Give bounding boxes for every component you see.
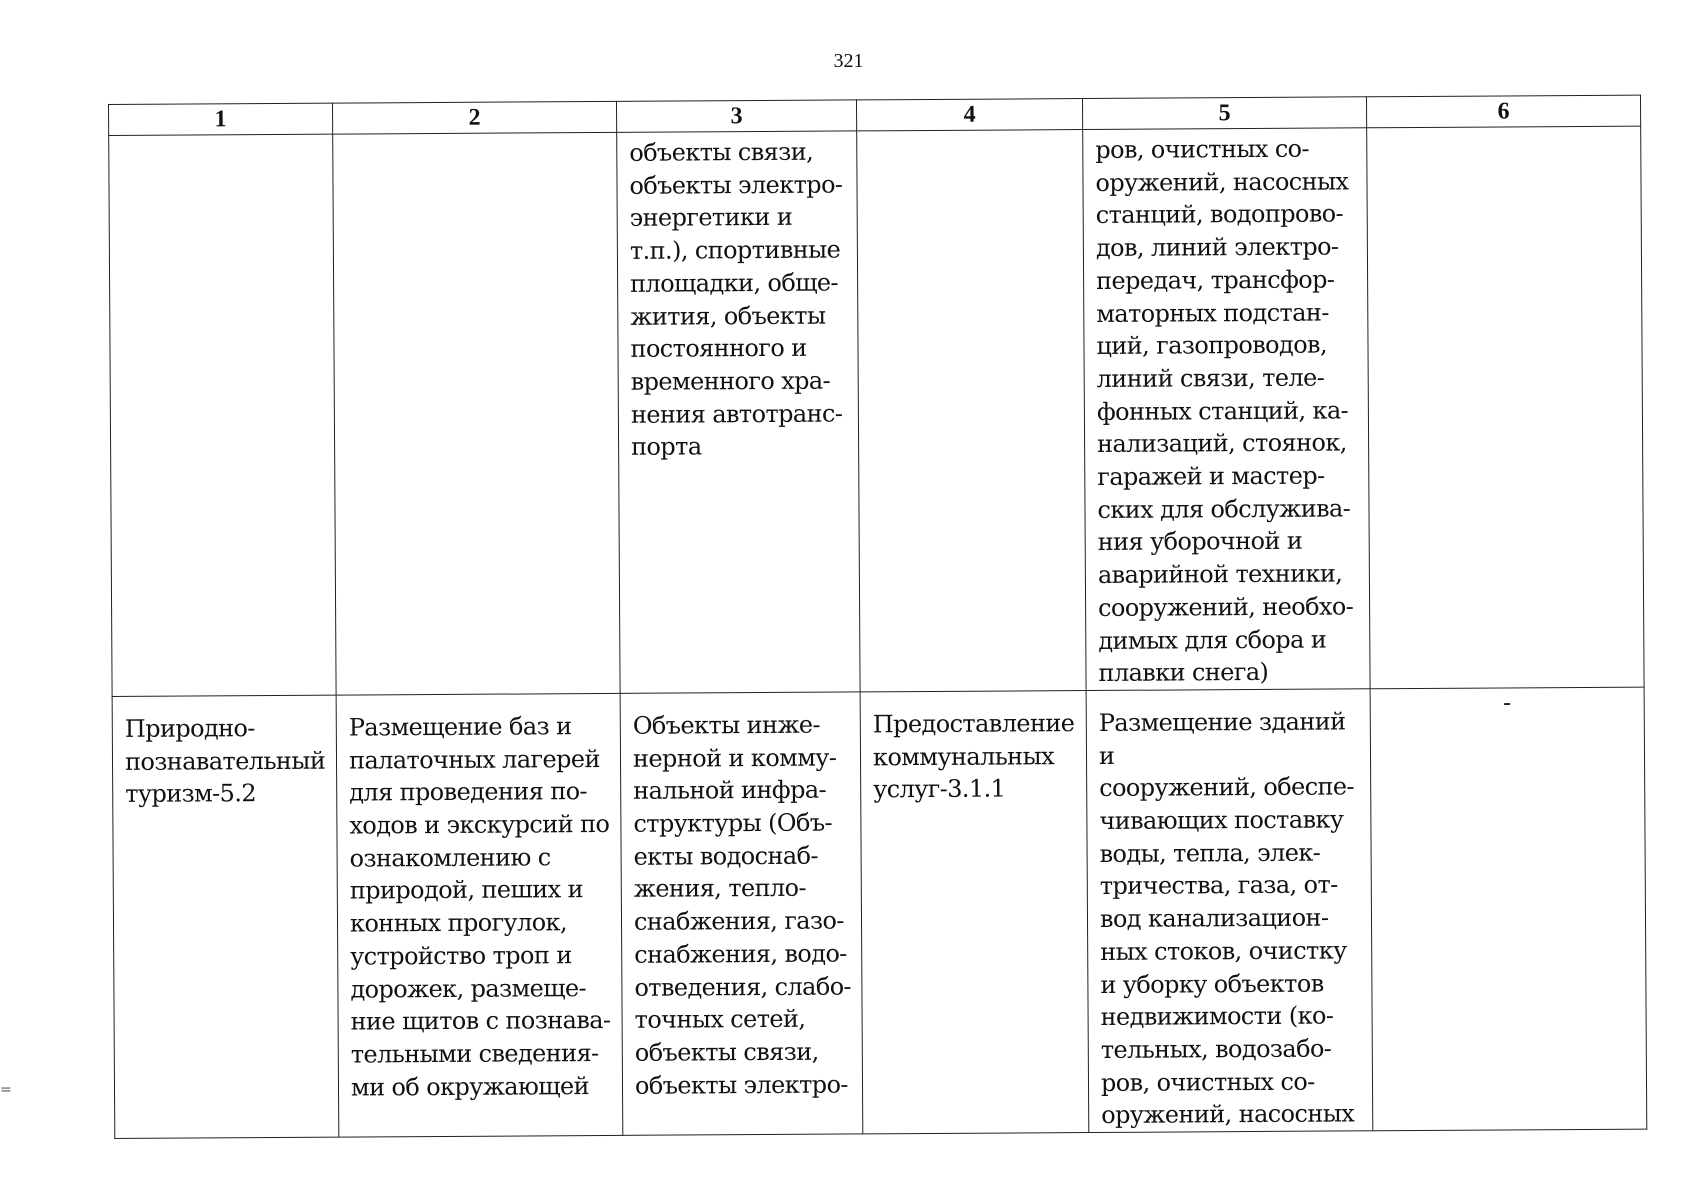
cell-text: Предоставление коммунальных услуг-3.1.1 (872, 709, 1075, 804)
table-cell (617, 131, 860, 693)
column-header-5: 5 (1082, 97, 1366, 130)
margin-mark: = (0, 1082, 12, 1098)
cell-text: Объекты инже- нерной и комму- нальной инфра- структуры (Объ- екты водоснаб- жения, тепло- снабжения, газо- снабжения, водо- отведения, слабо- точных сетей, объекты связи, объекты электро- (632, 710, 852, 1100)
table-cell (1086, 689, 1373, 1133)
table-cell (857, 130, 1086, 692)
table-row (112, 687, 1647, 1138)
cell-text: объекты связи, объекты электро- энергетики и т.п.), спортивные площадки, обще- жития, объекты постоянного и временного хра- нения автотранс- порта (629, 137, 843, 462)
column-header-1: 1 (109, 103, 333, 135)
cell-text (857, 130, 1082, 135)
table-cell (1370, 687, 1647, 1131)
dash-mark: - (1503, 688, 1512, 717)
table-cell (1083, 128, 1370, 691)
table-cell (333, 132, 620, 695)
column-header-4: 4 (856, 99, 1082, 131)
table-cell (620, 692, 863, 1136)
cell-text: ров, очистных со- оружений, насосных станций, водопрово- дов, линий электро- передач, трансфор- маторных подстан- ций, газопроводов, линий связи, теле- фонных станций, ка- нализаций, стоянок, гаражей и мастер- ских для обслужива- ния уборочной и аварийной техники, сооружений, необхо- димых для сбора и плавки снега) (1095, 134, 1354, 688)
cell-text: Размещение зданий и сооружений, обеспе- чивающих поставку воды, тепла, элек- тричества, газа, от- вод канализацион- ных стоков, очистку и уборку объектов недвижимости (ко- тельных, водозабо- ров, очистных со- оружений, насосных (1098, 707, 1355, 1130)
column-header-6: 6 (1366, 95, 1640, 128)
cell-text (333, 133, 616, 139)
table-cell (336, 693, 623, 1137)
column-header-2: 2 (332, 101, 616, 134)
cell-text (109, 135, 332, 140)
table-cell (112, 695, 339, 1139)
page-number: 321 (833, 50, 864, 72)
table-row (109, 126, 1644, 696)
cell-text: Природно- познавательный туризм-5.2 (124, 714, 326, 809)
land-use-table (108, 95, 1647, 1139)
column-header-3: 3 (616, 100, 856, 132)
table-cell (1367, 126, 1644, 689)
table-cell (860, 690, 1089, 1134)
cell-text: Размещение баз и палаточных лагерей для проведения по- ходов и экскурсий по ознакомлению с природой, пеших и конных прогулок, устройство троп и дорожек, размеще- ние щитов с познава- тельными сведения- ми об окружающей (348, 712, 611, 1102)
table-cell (109, 134, 336, 696)
cell-text (1367, 127, 1640, 133)
